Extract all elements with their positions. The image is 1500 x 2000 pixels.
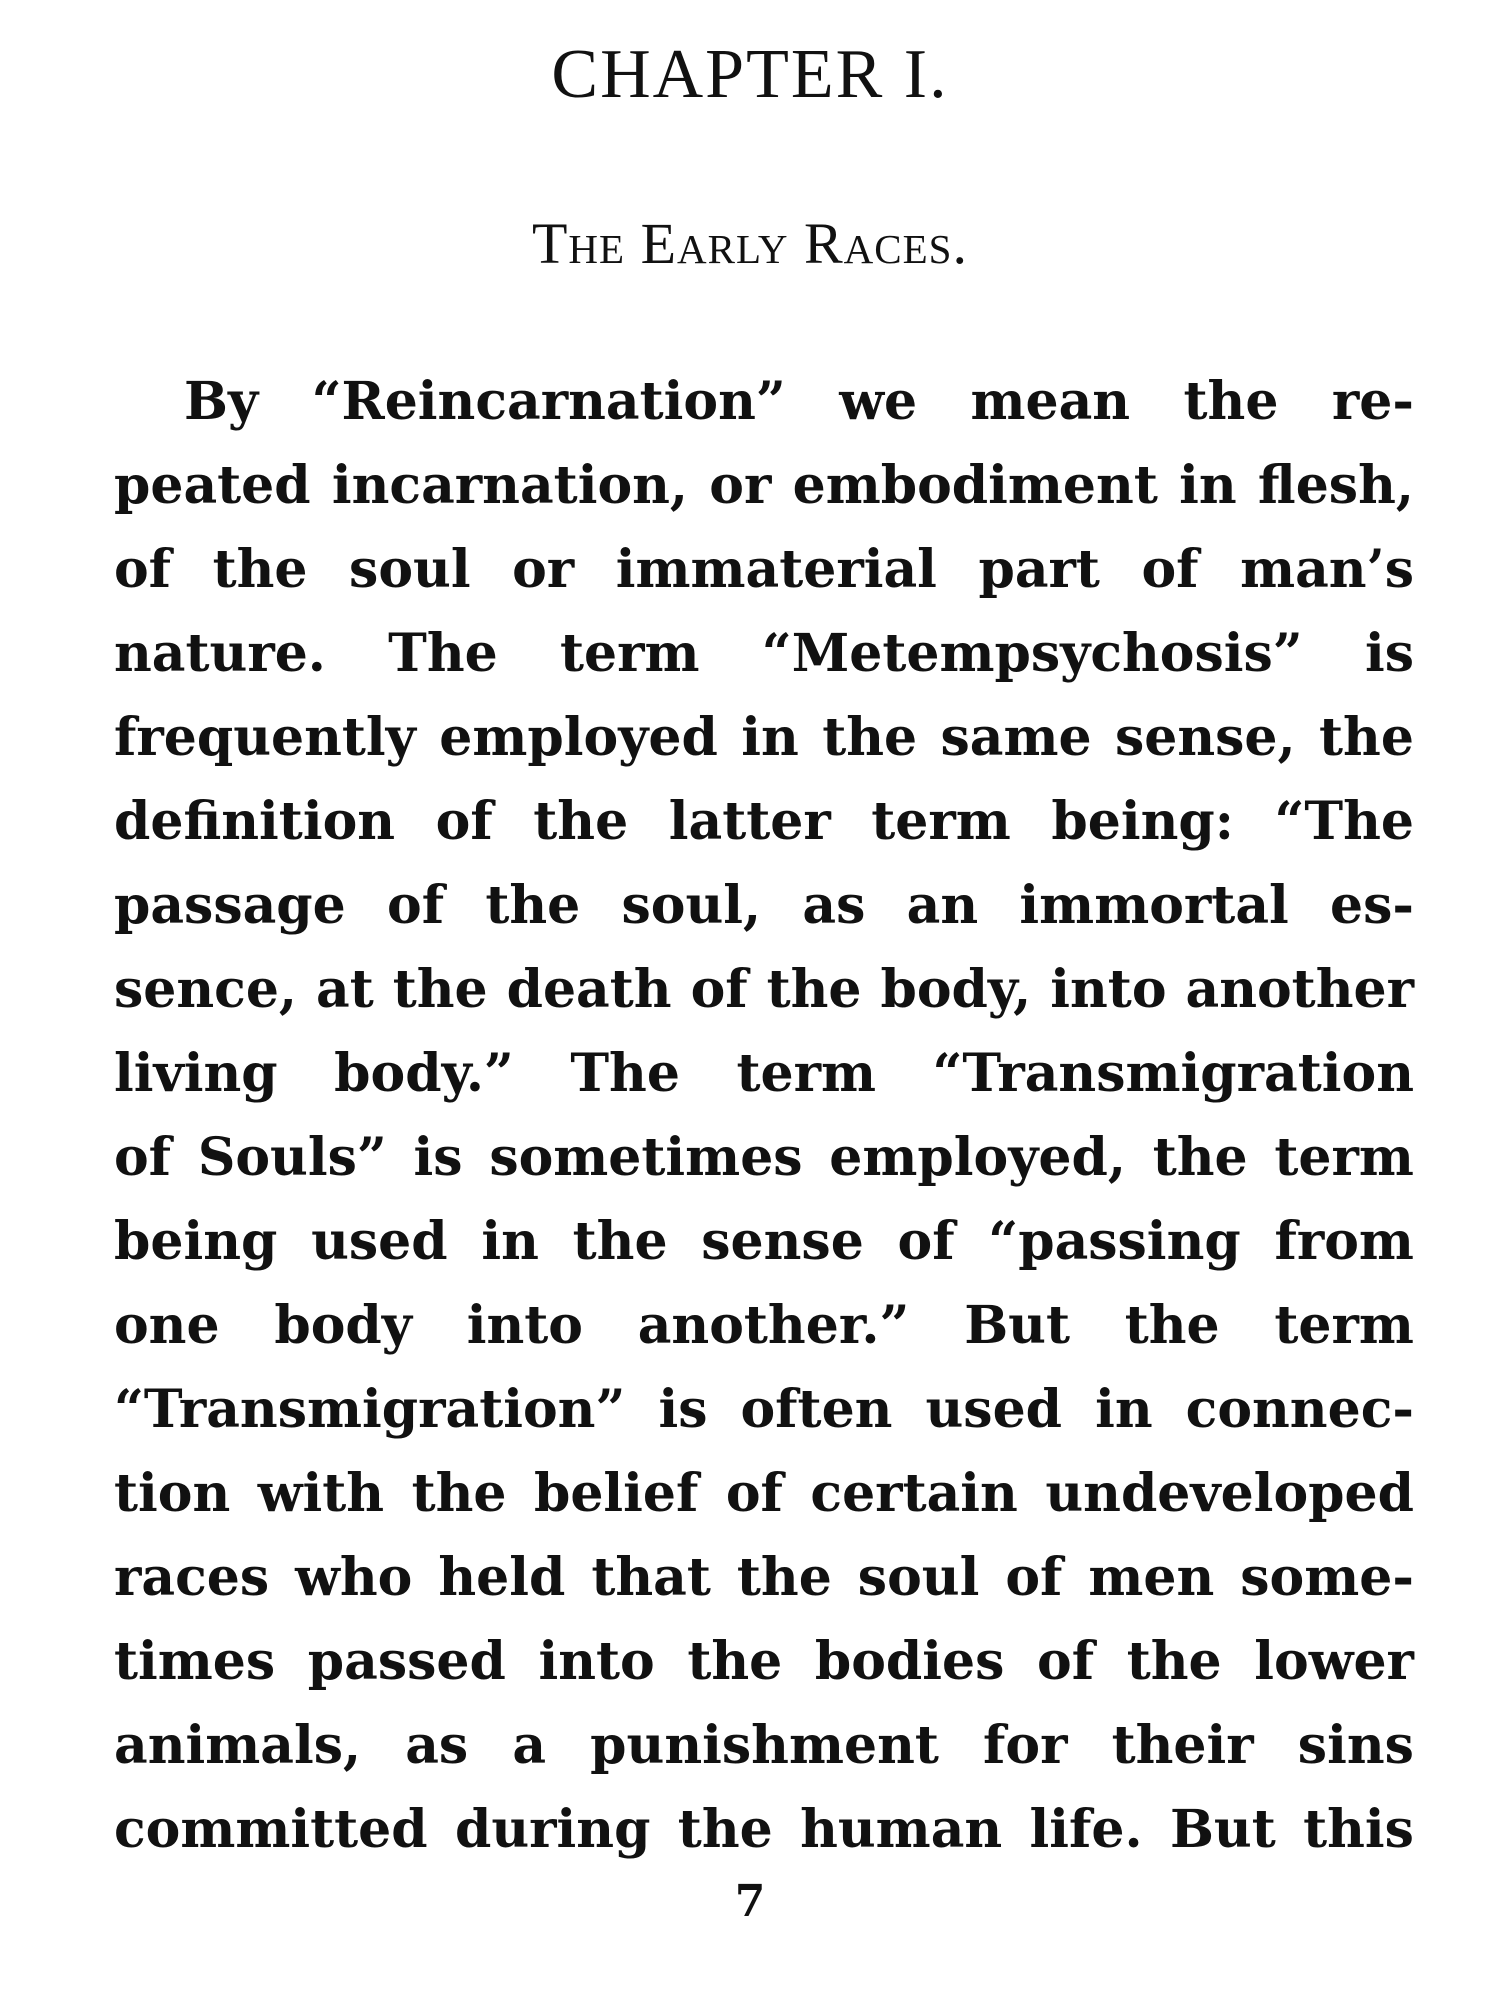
word: used <box>925 1379 1063 1440</box>
word: in <box>1095 1379 1153 1440</box>
word: term <box>560 623 700 684</box>
text-line <box>114 1704 1414 1788</box>
word: of <box>897 1211 955 1272</box>
word: of <box>114 539 172 600</box>
word: connec- <box>1185 1379 1414 1440</box>
word: frequently <box>114 707 416 768</box>
word: of <box>435 791 493 852</box>
word: into <box>466 1295 583 1356</box>
word: or <box>709 455 772 516</box>
word: The <box>388 623 498 684</box>
word: “Transmigration” <box>114 1379 626 1440</box>
word: who <box>295 1547 413 1608</box>
word: mean <box>970 371 1131 432</box>
word: sins <box>1297 1715 1414 1776</box>
word: sometimes <box>489 1127 803 1188</box>
text-line <box>114 1368 1414 1452</box>
word: or <box>512 539 575 600</box>
word: the <box>687 1631 783 1692</box>
word: immortal <box>1019 875 1289 936</box>
word: employed, <box>829 1127 1126 1188</box>
word: the <box>736 1547 832 1608</box>
text-line <box>114 1536 1414 1620</box>
page-number: 7 <box>734 1876 766 1927</box>
word: peated <box>114 455 311 516</box>
word: the <box>1152 1127 1248 1188</box>
word: passed <box>307 1631 506 1692</box>
word: times <box>114 1631 276 1692</box>
word: often <box>740 1379 893 1440</box>
word: death <box>506 959 672 1020</box>
word: of <box>1037 1631 1095 1692</box>
word: is <box>658 1379 708 1440</box>
word: of <box>1141 539 1199 600</box>
word: flesh, <box>1257 455 1414 516</box>
word: belief <box>533 1463 699 1524</box>
word: “Metempsychosis” <box>761 623 1303 684</box>
word: in <box>1179 455 1237 516</box>
word: term <box>736 1043 876 1104</box>
word: sense, <box>1114 707 1296 768</box>
word: the <box>485 875 581 936</box>
word: part <box>978 539 1100 600</box>
word: animals, <box>114 1715 362 1776</box>
word: that <box>591 1547 711 1608</box>
text-line <box>114 1620 1414 1704</box>
text-line <box>114 948 1414 1032</box>
word: the <box>212 539 308 600</box>
word: undeveloped <box>1045 1463 1414 1524</box>
word: into <box>1050 959 1167 1020</box>
word: “Reincarnation” <box>311 371 786 432</box>
text-line <box>114 780 1414 864</box>
word: punishment <box>590 1715 939 1776</box>
text-line <box>114 696 1414 780</box>
word: one <box>114 1295 220 1356</box>
word: living <box>114 1043 278 1104</box>
word: is <box>1364 623 1414 684</box>
word: the <box>677 1799 773 1860</box>
word: is <box>413 1127 463 1188</box>
word: in <box>741 707 799 768</box>
word: an <box>906 875 979 936</box>
word: committed <box>114 1799 428 1860</box>
text-line <box>114 1116 1414 1200</box>
word: some- <box>1240 1547 1414 1608</box>
text-line <box>114 1200 1414 1284</box>
word: from <box>1274 1211 1414 1272</box>
text-line <box>114 1452 1414 1536</box>
word: with <box>257 1463 385 1524</box>
word: body <box>274 1295 412 1356</box>
word: men <box>1088 1547 1215 1608</box>
word: as <box>405 1715 469 1776</box>
word: bodies <box>814 1631 1005 1692</box>
word: term <box>1274 1295 1414 1356</box>
word: definition <box>114 791 396 852</box>
text-line <box>114 612 1414 696</box>
text-line <box>114 360 1414 444</box>
word: of <box>114 1127 172 1188</box>
text-line <box>114 444 1414 528</box>
word: of <box>725 1463 783 1524</box>
word: used <box>311 1211 448 1272</box>
word: body.” <box>334 1043 514 1104</box>
word: of <box>690 959 748 1020</box>
body-paragraph <box>114 360 1414 1872</box>
word: in <box>481 1211 539 1272</box>
word: By <box>184 371 259 432</box>
text-line <box>114 528 1414 612</box>
chapter-heading: CHAPTER I. <box>551 36 949 113</box>
text-line <box>114 1284 1414 1368</box>
word: life. <box>1029 1799 1143 1860</box>
word: Souls” <box>197 1127 387 1188</box>
word: being: <box>1051 791 1234 852</box>
word: “The <box>1274 791 1414 852</box>
word: latter <box>668 791 831 852</box>
word: another.” <box>637 1295 910 1356</box>
word: term <box>1274 1127 1414 1188</box>
word: term <box>871 791 1011 852</box>
word: the <box>411 1463 507 1524</box>
word: the <box>533 791 629 852</box>
text-line <box>114 1788 1414 1872</box>
word: sence, <box>114 959 298 1020</box>
word: for <box>983 1715 1068 1776</box>
word: es- <box>1330 875 1414 936</box>
word: body, <box>880 959 1032 1020</box>
word: the <box>822 707 918 768</box>
text-line <box>114 1032 1414 1116</box>
word: sense <box>701 1211 864 1272</box>
word: man’s <box>1240 539 1414 600</box>
word: the <box>1319 707 1414 768</box>
word: The <box>570 1043 680 1104</box>
word: passage <box>114 875 346 936</box>
word: the <box>392 959 488 1020</box>
word: immaterial <box>615 539 937 600</box>
word: certain <box>810 1463 1018 1524</box>
word: held <box>438 1547 566 1608</box>
word: this <box>1303 1799 1414 1860</box>
word: being <box>114 1211 278 1272</box>
word: of <box>1005 1547 1063 1608</box>
word: “Transmigration <box>932 1043 1414 1104</box>
word: as <box>802 875 866 936</box>
word: into <box>538 1631 655 1692</box>
text-line <box>114 864 1414 948</box>
word: embodiment <box>792 455 1158 516</box>
word: re- <box>1331 371 1414 432</box>
word: incarnation, <box>331 455 689 516</box>
word: tion <box>114 1463 231 1524</box>
word: lower <box>1254 1631 1414 1692</box>
word: the <box>1124 1295 1220 1356</box>
word: the <box>1126 1631 1222 1692</box>
chapter-subtitle: The Early Races. <box>531 211 968 276</box>
word: we <box>839 371 918 432</box>
word: during <box>454 1799 651 1860</box>
word: a <box>512 1715 547 1776</box>
word: of <box>387 875 445 936</box>
word: the <box>766 959 862 1020</box>
word: same <box>940 707 1092 768</box>
word: at <box>316 959 374 1020</box>
word: But <box>1169 1799 1276 1860</box>
word: the <box>572 1211 668 1272</box>
word: the <box>1183 371 1279 432</box>
word: “passing <box>988 1211 1241 1272</box>
word: But <box>964 1295 1070 1356</box>
word: soul <box>349 539 471 600</box>
word: employed <box>439 707 718 768</box>
word: nature. <box>114 623 326 684</box>
word: human <box>800 1799 1003 1860</box>
word: another <box>1185 959 1414 1020</box>
word: races <box>114 1547 270 1608</box>
word: soul <box>857 1547 980 1608</box>
word: their <box>1111 1715 1254 1776</box>
word: soul, <box>621 875 762 936</box>
